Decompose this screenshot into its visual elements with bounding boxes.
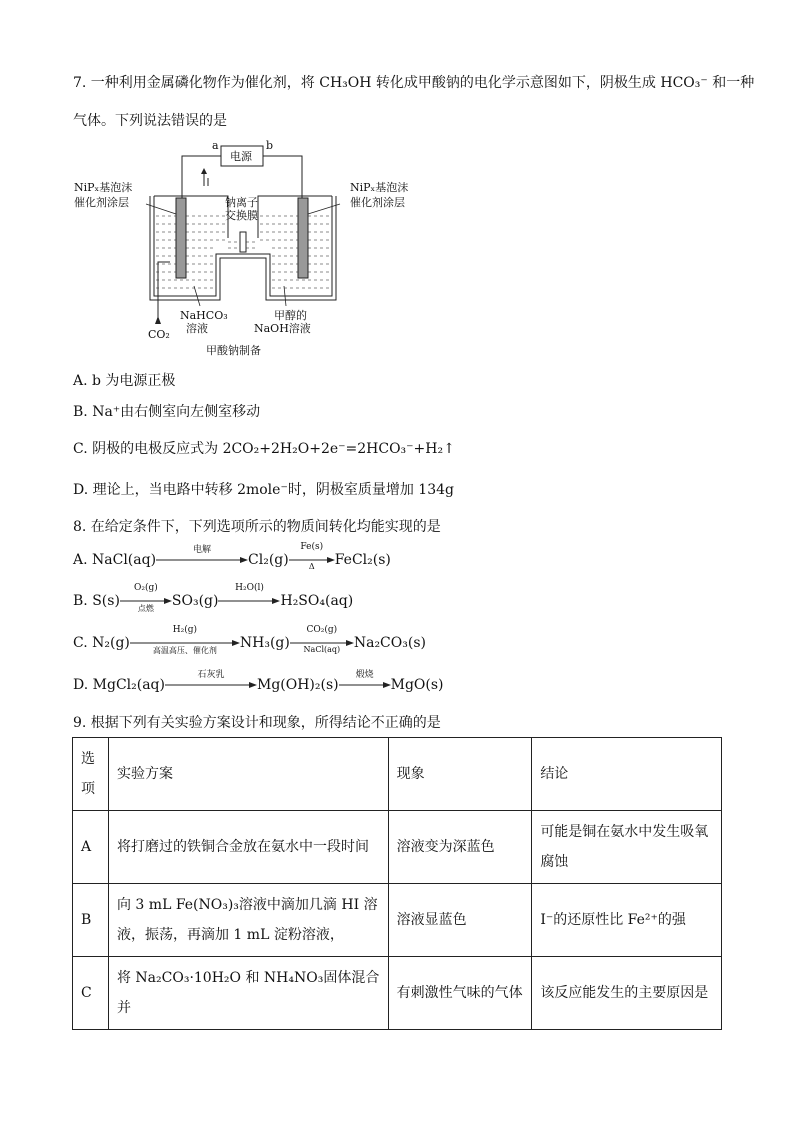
species: NaCl(aq) <box>92 552 157 568</box>
option-label: C. <box>73 635 88 651</box>
species: FeCl₂(s) <box>334 552 391 568</box>
q7-stem-line1: 7. 一种利用金属磷化物作为催化剂，将 CH₃OH 转化成甲酸钠的电化学示意图如下，阴极生成 HCO₃⁻ 和一种 <box>73 75 755 91</box>
species: MgCl₂(aq) <box>92 677 165 693</box>
table-row <box>73 884 722 957</box>
q7-stem-line2: 气体。下列说法错误的是 <box>73 113 227 129</box>
species: Na₂CO₃(s) <box>353 635 426 651</box>
right-electrode-label-2: 催化剂涂层 <box>350 196 405 209</box>
species: S(s) <box>92 593 120 609</box>
membrane-label-1: 钠离子 <box>225 196 258 209</box>
q8-option-d <box>73 670 444 693</box>
header-option: 选项 <box>73 738 109 811</box>
reaction-arrow: 电解 <box>156 556 248 564</box>
left-solution-1: NaHCO₃ <box>180 309 228 322</box>
left-electrode-label-1: NiPₓ基泡沫 <box>74 181 133 194</box>
left-solution-2: 溶液 <box>186 322 208 335</box>
header-conclusion: 结论 <box>532 738 722 811</box>
row-conclusion: 该反应能发生的主要原因是 <box>532 957 722 1030</box>
row-phenomenon: 有刺激性气味的气体 <box>388 957 532 1030</box>
row-phenomenon: 溶液变为深蓝色 <box>388 811 532 884</box>
q7-option-c: C. 阴极的电极反应式为 2CO₂+2H₂O+2e⁻=2HCO₃⁻+H₂↑ <box>73 441 455 457</box>
row-conclusion: 可能是铜在氨水中发生吸氧腐蚀 <box>532 811 722 884</box>
reaction-arrow: 石灰乳 <box>165 681 257 689</box>
species: Cl₂(g) <box>248 552 289 568</box>
q8-option-c <box>73 625 426 655</box>
right-solution-1: 甲醇的 <box>274 309 307 322</box>
experiment-table <box>72 737 722 1030</box>
table-row <box>73 811 722 884</box>
reaction-arrow: H₂O(l) <box>218 597 280 605</box>
q8-option-b <box>73 583 354 613</box>
row-option: B <box>73 884 109 957</box>
right-electrode-label-1: NiPₓ基泡沫 <box>350 181 409 194</box>
power-label: 电源 <box>230 150 252 163</box>
species: SO₃(g) <box>171 593 219 609</box>
header-plan: 实验方案 <box>108 738 388 811</box>
species: NH₃(g) <box>239 635 290 651</box>
row-phenomenon: 溶液显蓝色 <box>388 884 532 957</box>
right-solution-2: NaOH溶液 <box>254 322 311 335</box>
reaction-arrow: Fe(s) Δ <box>289 556 335 564</box>
species: N₂(g) <box>92 635 130 651</box>
terminal-b: b <box>266 139 274 152</box>
row-plan: 将打磨过的铁铜合金放在氨水中一段时间 <box>108 811 388 884</box>
reaction-arrow: CO₂(g) NaCl(aq) <box>290 639 354 647</box>
q7-option-b: B. Na⁺由右侧室向左侧室移动 <box>73 404 261 420</box>
species: Mg(OH)₂(s) <box>256 677 339 693</box>
table-row <box>73 957 722 1030</box>
reaction-arrow: O₂(g) 点燃 <box>120 597 172 605</box>
q8-option-a <box>73 542 391 571</box>
terminal-a: a <box>212 139 219 152</box>
option-label: D. <box>73 677 89 693</box>
row-plan: 将 Na₂CO₃·10H₂O 和 NH₄NO₃固体混合并 <box>108 957 388 1030</box>
electrolysis-diagram <box>70 138 430 363</box>
q9-stem: 9. 根据下列有关实验方案设计和现象，所得结论不正确的是 <box>73 715 441 731</box>
reaction-arrow: 煅烧 <box>339 681 391 689</box>
species: MgO(s) <box>390 677 444 693</box>
q7-option-a: A. b 为电源正极 <box>73 373 176 389</box>
row-option: C <box>73 957 109 1030</box>
option-label: A. <box>73 552 88 568</box>
row-option: A <box>73 811 109 884</box>
q7-option-d: D. 理论上，当电路中转移 2mole⁻时，阴极室质量增加 134g <box>73 482 454 498</box>
option-label: B. <box>73 593 88 609</box>
co2-label: CO₂ <box>148 328 170 341</box>
header-phenomenon: 现象 <box>388 738 532 811</box>
row-conclusion: I⁻的还原性比 Fe²⁺的强 <box>532 884 722 957</box>
table-header-row <box>73 738 722 811</box>
diagram-caption: 甲酸钠制备 <box>206 344 261 357</box>
q8-stem: 8. 在给定条件下，下列选项所示的物质间转化均能实现的是 <box>73 519 441 535</box>
left-electrode-label-2: 催化剂涂层 <box>74 196 129 209</box>
row-plan: 向 3 mL Fe(NO₃)₃溶液中滴加几滴 HI 溶液，振荡，再滴加 1 mL 淀粉溶液， <box>108 884 388 957</box>
species: H₂SO₄(aq) <box>280 593 354 609</box>
membrane-label-2: 交换膜 <box>225 209 258 222</box>
reaction-arrow: H₂(g) 高温高压、催化剂 <box>130 639 240 647</box>
